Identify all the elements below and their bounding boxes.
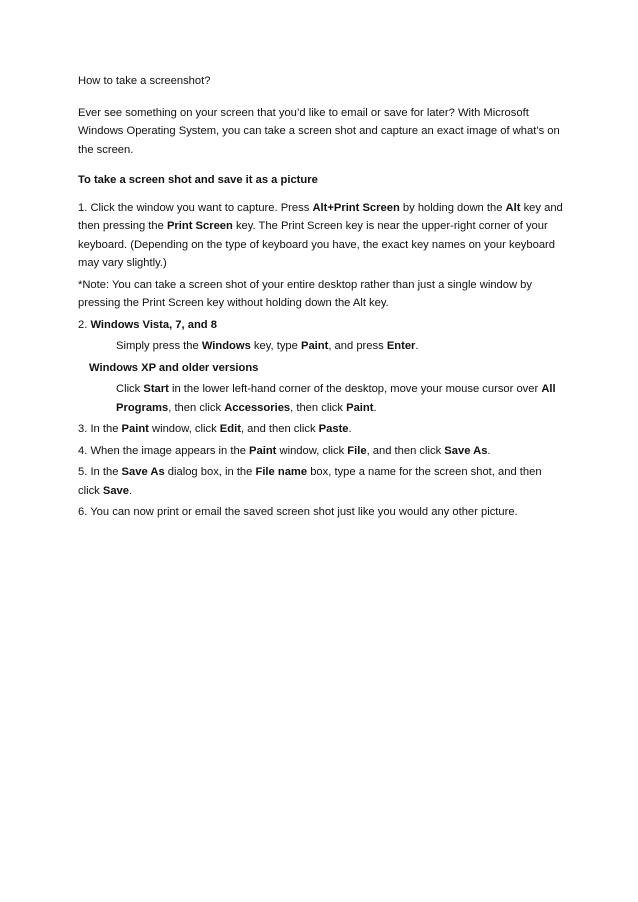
step-1-paragraph — [78, 199, 564, 273]
xp-text-b: in the lower left-hand corner of the desktop, move your mouse cursor over — [168, 383, 542, 395]
step-3-text-a: 3. In the — [78, 423, 122, 435]
step-4-bold-b: File — [347, 444, 367, 457]
step-1-text-a: 1. Click the window you want to capture. Press — [78, 201, 313, 214]
step-3-bold-c: Paste — [318, 423, 349, 435]
step-2-paragraph — [78, 316, 564, 335]
step-1-bold-a: Alt+Print Screen — [312, 201, 400, 214]
step-4-bold-a: Paint — [249, 444, 277, 457]
step-5-bold-a: Save As — [121, 466, 165, 478]
xp-heading: Windows XP and older versions — [89, 361, 259, 374]
step-1-text-b: by holding down the — [399, 201, 506, 214]
step-6-paragraph: 6. You can now print or email the saved screen shot just like you would any other picture. — [78, 506, 518, 518]
step-1-bold-b: Alt — [505, 201, 521, 214]
step-2-text: 2. — [78, 318, 91, 331]
step-3-text-b: window, click — [148, 423, 220, 435]
xp-bold-a: Start — [143, 383, 169, 395]
vista-bold-a: Windows — [201, 340, 251, 352]
step-4-text-d: . — [487, 444, 491, 457]
vista-text-a: Simply press the — [116, 340, 202, 352]
step-5-text-d: . — [129, 484, 133, 497]
intro-paragraph: Ever see something on your screen that you’d like to email or save for later? With Microsoft Windows Operating System, you can take a screen shot and capture an exact image of what’s on the screen. — [78, 106, 560, 156]
xp-text-e: . — [373, 401, 377, 414]
document-title: How to take a screenshot? — [78, 75, 211, 87]
step-4-bold-c: Save As — [444, 444, 488, 457]
document-page — [78, 72, 564, 525]
xp-text-d: , then click — [290, 401, 347, 414]
step-5-text-a: 5. In the — [78, 466, 122, 478]
step-4-text-c: , and then click — [366, 444, 445, 457]
vista-text-b: key, type — [250, 340, 301, 352]
xp-text-a: Click — [116, 383, 144, 395]
note-paragraph: *Note: You can take a screen shot of your entire desktop rather than just a single window by pressing the Print Screen key without holding down the Alt key. — [78, 278, 532, 309]
step-3-bold-a: Paint — [121, 423, 149, 435]
step-5-bold-b: File name — [255, 466, 308, 478]
step-3-paragraph — [78, 420, 564, 439]
step-5-text-b: dialog box, in the — [164, 466, 256, 478]
vista-text-c: , and press — [328, 340, 387, 352]
xp-bold-c: Accessories — [224, 401, 291, 414]
vista-text-d: . — [415, 340, 419, 352]
xp-bold-b: All Programs — [116, 383, 556, 414]
step-4-text-a: 4. When the image appears in the — [78, 444, 250, 457]
step-2-bold: Windows Vista, 7, and 8 — [90, 318, 217, 331]
step-3-text-c: , and then click — [240, 423, 319, 435]
step-5-paragraph — [78, 463, 564, 500]
step-5-text-c: box, type a name for the screen shot, and then click — [78, 466, 542, 497]
step-1-text-c: key and then pressing the — [78, 201, 563, 232]
xp-text-c: , then click — [168, 401, 225, 414]
step-3-text-d: . — [348, 423, 352, 435]
xp-instructions — [78, 380, 564, 417]
step-5-bold-c: Save — [102, 484, 130, 497]
step-1-bold-c: Print Screen — [166, 220, 233, 232]
section-heading: To take a screen shot and save it as a picture — [78, 174, 318, 186]
step-3-bold-b: Edit — [219, 423, 241, 435]
vista-bold-c: Enter — [386, 340, 416, 352]
step-4-text-b: window, click — [276, 444, 348, 457]
step-4-paragraph — [78, 442, 564, 461]
xp-bold-d: Paint — [346, 401, 374, 414]
vista-instructions — [78, 337, 564, 356]
step-1-text-d: key. The Print Screen key is near the upper-right corner of your keyboard. (Depending on the type of keyboard you have, the exact key names on your keyboard may vary slightly.) — [78, 220, 556, 269]
vista-bold-b: Paint — [300, 340, 329, 352]
